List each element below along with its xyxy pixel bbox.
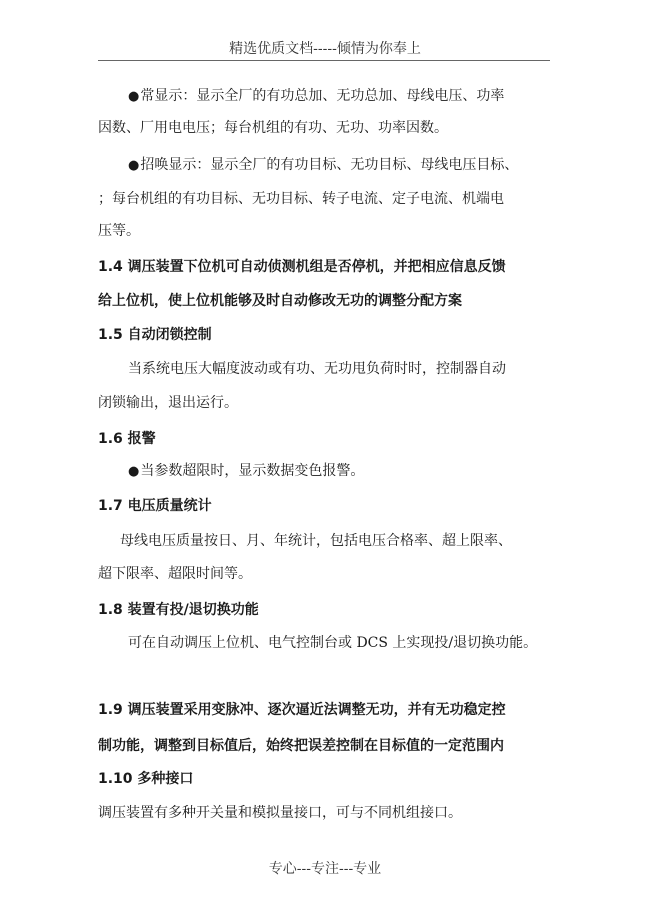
body-line: 可在自动调压上位机、电气控制台或 DCS 上实现投/退切换功能。 [128,635,538,651]
body-line: 闭锁输出，退出运行。 [98,395,238,411]
page-footer: 专心---专注---专业 [268,861,382,877]
bullet-item-call-display [128,155,518,176]
bullet-icon: ● [128,158,140,173]
body-line: 调压装置有多种开关量和模拟量接口，可与不同机组接口。 [98,805,462,821]
section-heading-1-5: 1.5 自动闭锁控制 [98,327,212,343]
section-heading-1-9: 1.9 调压装置采用变脉冲、逐次逼近法调整无功，并有无功稳定控 [98,702,506,718]
section-heading-1-7: 1.7 电压质量统计 [98,498,212,514]
bullet-text: 招唤显示：显示全厂的有功目标、无功目标、母线电压目标、 [140,157,519,173]
section-heading-1-4-cont: 给上位机，使上位机能够及时自动修改无功的调整分配方案 [98,293,462,309]
bullet-item-alarm [128,461,364,482]
section-heading-1-8: 1.8 装置有投/退切换功能 [98,602,259,618]
body-line: 因数、厂用电电压；每台机组的有功、无功、功率因数。 [98,120,448,136]
body-line: 当系统电压大幅度波动或有功、无功甩负荷时时，控制器自动 [128,361,506,377]
page-header: 精选优质文档-----倾情为你奉上 [229,41,421,57]
bullet-icon: ● [128,89,140,104]
section-heading-1-6: 1.6 报警 [98,431,156,447]
section-heading-1-4: 1.4 调压装置下位机可自动侦测机组是否停机，并把相应信息反馈 [98,259,506,275]
bullet-text: 常显示：显示全厂的有功总加、无功总加、母线电压、功率 [140,88,505,104]
bullet-icon: ● [128,464,140,479]
bullet-item-regular-display [128,86,504,107]
body-line: 压等。 [98,223,140,239]
body-line: ；每台机组的有功目标、无功目标、转子电流、定子电流、机端电 [98,191,504,207]
body-line: 母线电压质量按日、月、年统计，包括电压合格率、超上限率、 [120,533,512,549]
section-heading-1-9-cont: 制功能，调整到目标值后，始终把误差控制在目标值的一定范围内 [98,738,504,754]
section-heading-1-10: 1.10 多种接口 [98,771,194,787]
body-line: 超下限率、超限时间等。 [98,566,252,582]
bullet-text: 当参数超限时，显示数据变色报警。 [140,463,365,479]
header-divider [98,60,550,61]
